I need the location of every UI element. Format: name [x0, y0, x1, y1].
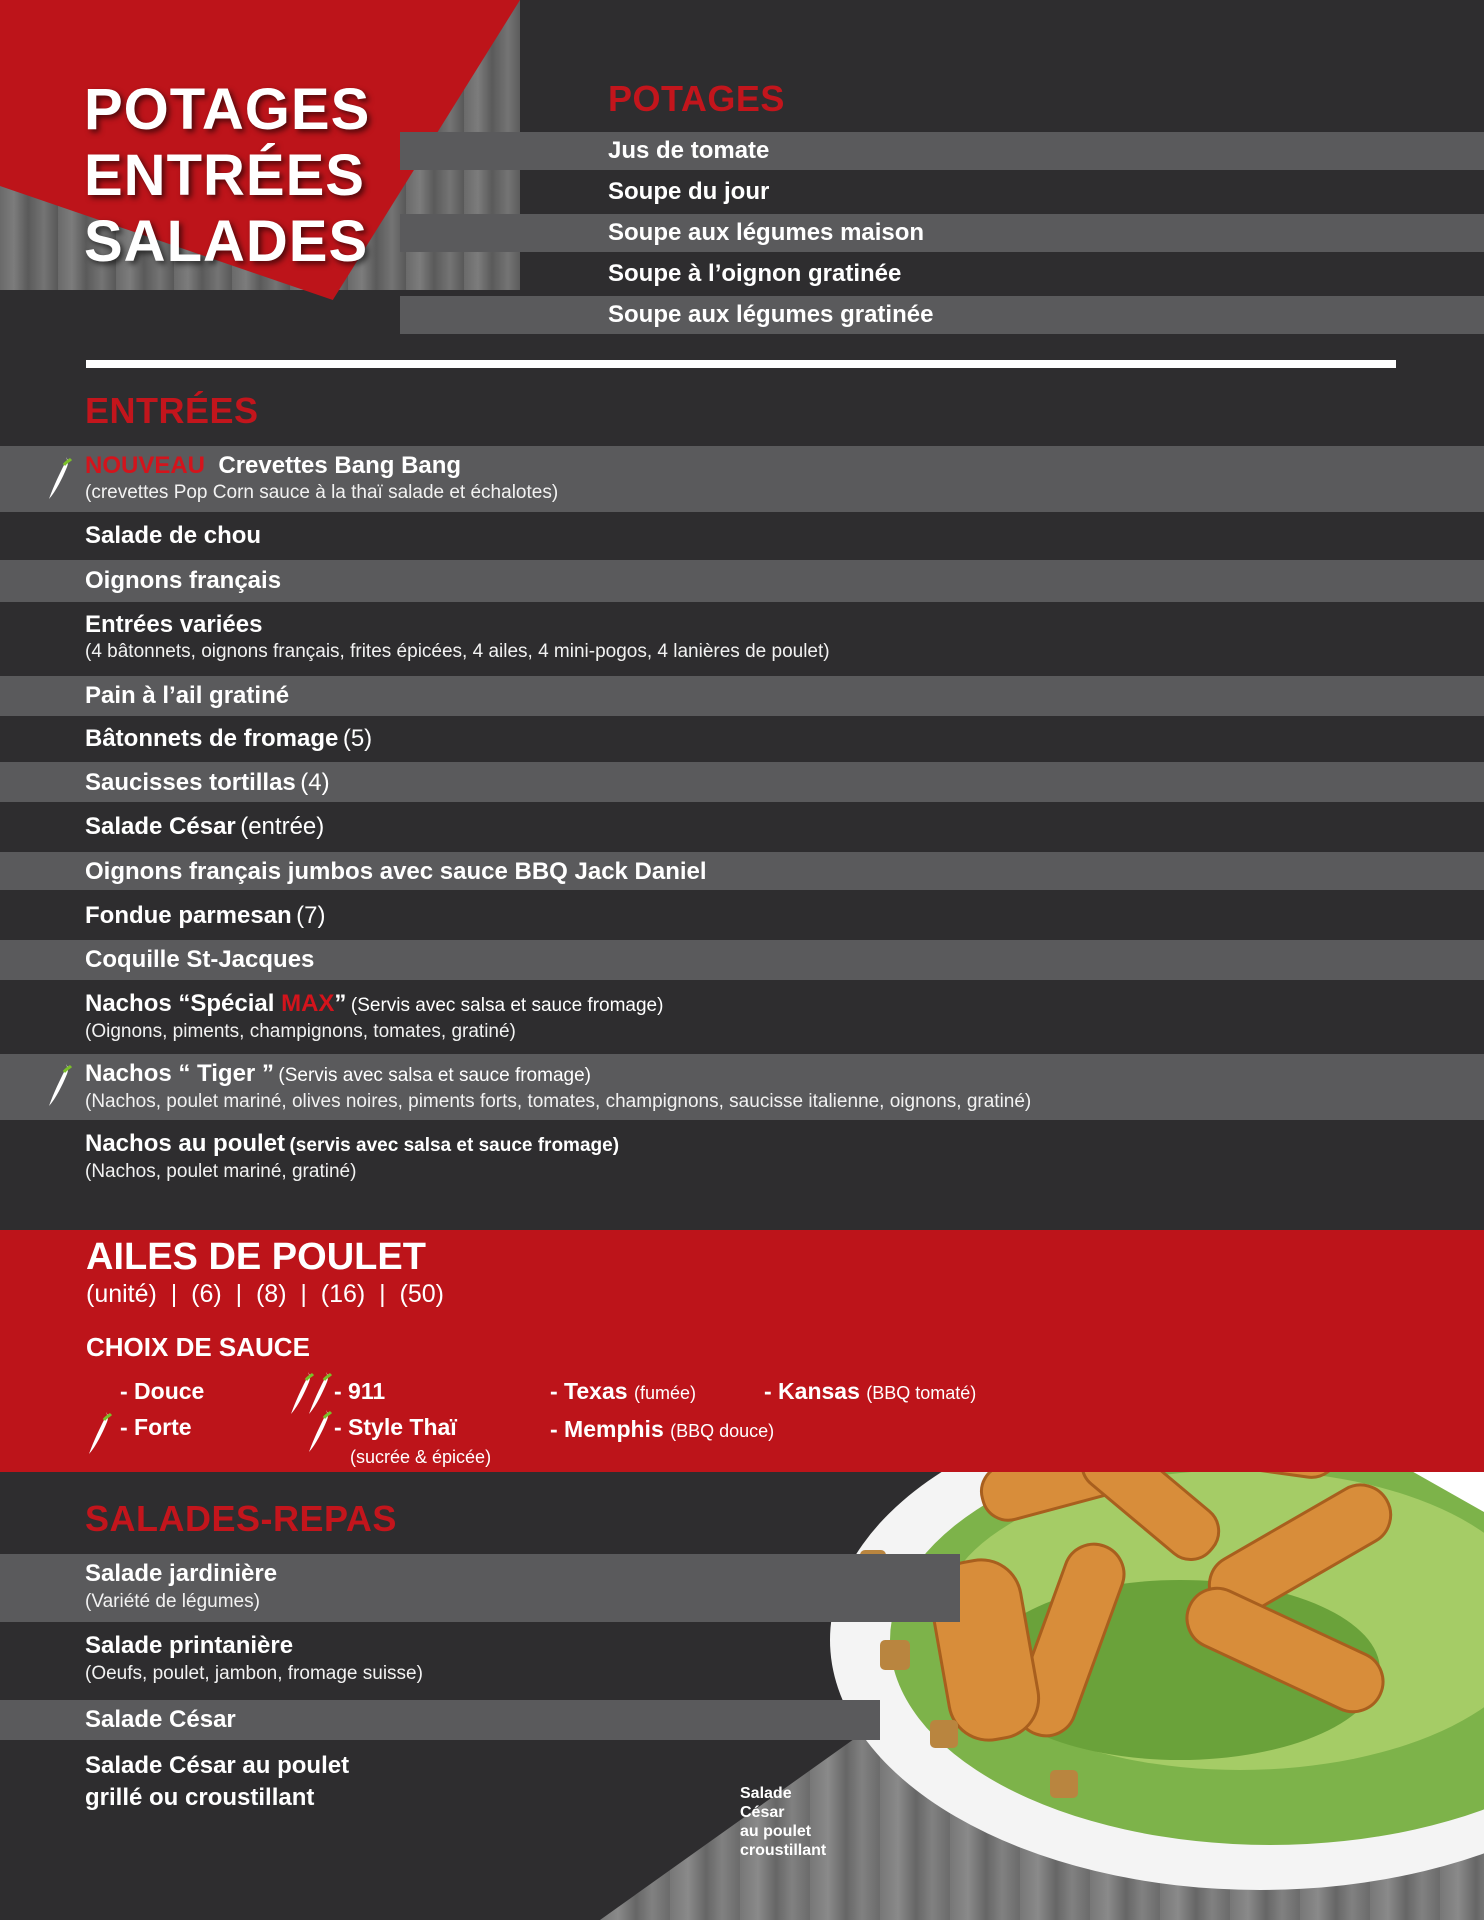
menu-item: NOUVEAU Crevettes Bang Bang: [85, 452, 462, 479]
menu-item: Saucisses tortillas (4): [85, 769, 330, 796]
page-title-line-3: SALADES: [84, 209, 369, 274]
section-divider: [86, 360, 1396, 368]
menu-item: Salade César: [85, 1706, 236, 1733]
item-description: (4 bâtonnets, oignons français, frites épicées, 4 ailes, 4 mini-pogos, 4 lanières de poulet): [85, 641, 830, 662]
potages-heading: POTAGES: [608, 78, 785, 119]
menu-item: Salade printanière: [85, 1632, 294, 1659]
menu-item: Pain à l’ail gratiné: [85, 682, 290, 709]
menu-item: Nachos “ Tiger ” (Servis avec salsa et sauce fromage): [85, 1060, 591, 1087]
potage-item: Jus de tomate: [608, 137, 770, 164]
menu-item: Salade de chou: [85, 522, 262, 549]
potage-item: Soupe du jour: [608, 178, 770, 205]
menu-item: Salade jardinière: [85, 1560, 278, 1587]
sauce-option: - Memphis (BBQ douce): [550, 1416, 775, 1442]
potage-band: [400, 296, 1484, 334]
item-description: (crevettes Pop Corn sauce à la thaï salade et échalotes): [85, 482, 559, 503]
menu-item: grillé ou croustillant: [85, 1784, 315, 1811]
menu-item: Entrées variées: [85, 611, 263, 638]
menu-item: Nachos “Spécial MAX” (Servis avec salsa et sauce fromage): [85, 990, 664, 1017]
item-description: (Nachos, poulet mariné, gratiné): [85, 1161, 357, 1182]
item-description: (Oeufs, poulet, jambon, fromage suisse): [85, 1663, 423, 1684]
menu-item: Coquille St-Jacques: [85, 946, 315, 973]
salades-heading: SALADES-REPAS: [85, 1498, 397, 1539]
page-title-line-1: POTAGES: [84, 77, 371, 142]
menu-item: Oignons français: [85, 567, 282, 594]
item-description: (Nachos, poulet mariné, olives noires, piments forts, tomates, champignons, saucisse italienne, oignons, gratiné): [85, 1091, 1032, 1112]
sauce-option: - Kansas (BBQ tomaté): [764, 1378, 977, 1404]
hot-pepper-icon: [86, 1410, 112, 1456]
potage-item: Soupe à l’oignon gratinée: [608, 260, 902, 287]
wings-sizes: (unité) | (6) | (8) | (16) | (50): [86, 1280, 444, 1308]
sauce-option: - Style Thaï: [334, 1414, 457, 1440]
hot-pepper-icon: [46, 455, 72, 501]
menu-item: Oignons français jumbos avec sauce BBQ Jack Daniel: [85, 858, 707, 885]
menu-item: Bâtonnets de fromage (5): [85, 725, 373, 752]
menu-item: Fondue parmesan (7): [85, 902, 326, 929]
sauce-option: - Forte: [120, 1414, 192, 1440]
sauce-option: - Texas (fumée): [550, 1378, 696, 1404]
sauce-option: - 911: [334, 1378, 386, 1404]
potage-item: Soupe aux légumes maison: [608, 219, 925, 246]
potage-band: [400, 214, 1484, 252]
potage-item: Soupe aux légumes gratinée: [608, 301, 934, 328]
new-badge: NOUVEAU: [85, 452, 206, 479]
menu-item: Salade César (entrée): [85, 813, 325, 840]
hot-pepper-icon: [46, 1062, 72, 1108]
menu-item: Salade César au poulet: [85, 1752, 350, 1779]
photo-caption: Salade César au poulet croustillant: [740, 1785, 827, 1859]
item-description: (Variété de légumes): [85, 1591, 260, 1612]
hot-pepper-icon: [306, 1408, 332, 1454]
entrees-heading: ENTRÉES: [85, 390, 259, 431]
wings-heading: AILES DE POULET: [86, 1236, 426, 1278]
sauce-note: (sucrée & épicée): [350, 1447, 492, 1467]
item-description: (Oignons, piments, champignons, tomates, gratiné): [85, 1021, 516, 1042]
page-title-line-2: ENTRÉES: [84, 143, 365, 208]
menu-item: Nachos au poulet (servis avec salsa et sauce fromage): [85, 1130, 620, 1157]
sauce-option: - Douce: [120, 1378, 205, 1404]
sauce-heading: CHOIX DE SAUCE: [86, 1332, 310, 1362]
potage-band: [400, 132, 1484, 170]
